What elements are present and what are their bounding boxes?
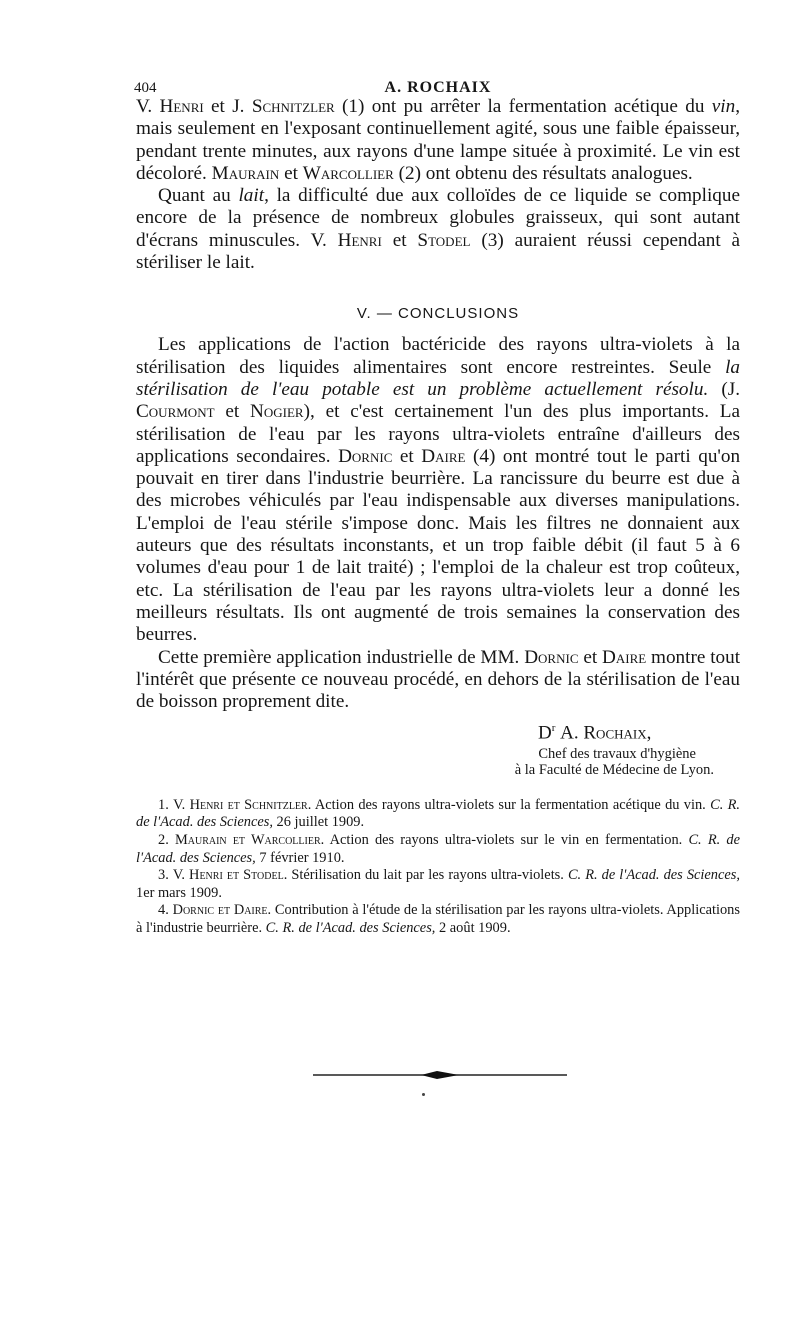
body-text: ont obtenu des résultats analogues. (425, 162, 693, 184)
footnote-date: 1er mars 1909. (136, 884, 222, 901)
body-text: ont montré tout le parti qu'on pouvait en tirer dans l'industrie beurrière. La rancissure du beurre est due à des microbes véhiculés par l'eau indispensable aux diverses manipulations. L'emploi de l'eau stérile s'impose donc. Mais les filtres ne donnaient aux auteurs que des résultats inconstants, et un trop faible débit (il faut 5 à 6 volumes d'eau pour 1 de lait traité) ; l'emploi de la chaleur est trop coûteux, etc. La stérilisation de l'eau par les rayons ultra-violets leur a donné les meilleurs résultats. Ils ont augmenté de trois semaines la conservation des beurres. (136, 445, 741, 646)
author-name: Daire (421, 445, 466, 467)
body-text: , la difficulté due aux colloïdes de ce liquide se complique encore de la présence de nombreux globules graisseux, qui sont autant d'écrans minuscules. V. (136, 185, 741, 251)
conjunction: et (399, 445, 414, 467)
signature-title: D (538, 722, 552, 744)
footnote-number: 4. (158, 902, 169, 919)
emphasis: vin (711, 96, 736, 117)
author-name: Stodel (417, 229, 471, 251)
affiliation-line-2: à la Faculté de Médecine de Lyon. (514, 761, 714, 778)
body-text: Quant au (158, 185, 231, 207)
footnote-number: 2. (158, 831, 169, 848)
footnote-journal: C. R. de l'Acad. des Sciences, (567, 867, 740, 884)
conclusions-paragraph-1 (136, 334, 740, 646)
footnote (136, 797, 740, 832)
emphasis: la stérilisation de l'eau potable est un problème actuellement résolu. (136, 356, 741, 400)
footnote-authors: V. Henri et Stodel. (172, 867, 288, 884)
footnote-date: 7 février 1910. (259, 849, 345, 866)
conjunction: et (392, 229, 407, 251)
footnote-text: Action des rayons ultra-violets sur la fermentation acétique du vin. (314, 796, 706, 813)
running-head-author: A. ROCHAIX (384, 79, 492, 96)
end-ornament-rule (313, 1068, 567, 1082)
footnote-journal: C. R. de l'Acad. des Sciences, (265, 919, 436, 936)
footnote-journal: C. R. de l'Acad. des Sciences, (136, 831, 740, 866)
footnote-text: Contribution à l'étude de la stérilisation par les rayons ultra-violets. Applications à l'industrie beurrière. (136, 902, 740, 936)
author-name: Henri (337, 229, 382, 251)
conclusions-paragraph-2 (136, 647, 740, 714)
footnote-authors: Maurain et Warcollier. (174, 831, 325, 848)
footnote-ref: (3) (481, 229, 504, 251)
footnote (136, 867, 740, 902)
footnote-ref: (4) (473, 445, 496, 467)
body-text: Cette première application industrielle de MM. (158, 646, 520, 668)
footnote-text: Action des rayons ultra-violets sur le vin en fermentation. (329, 831, 683, 848)
ornament-diamond (421, 1071, 459, 1079)
footnote-date: 2 août 1909. (439, 919, 511, 936)
footnote-ref: (2) (398, 162, 421, 184)
emphasis: lait (238, 185, 265, 207)
footnote (136, 832, 740, 867)
section-title: V. — CONCLUSIONS (356, 305, 520, 323)
signature (136, 716, 740, 745)
author-name: Maurain (211, 162, 280, 184)
body-text: ), et c'est certainement l'un des plus importants. La stérilisation de l'eau par les rayons ultra-violets entraîne d'ailleurs des applications secondaires. (136, 401, 741, 467)
footnote-journal: C. R. de l'Acad. des Sciences, (136, 796, 741, 831)
footnote-date: 26 juillet 1909. (276, 814, 365, 831)
footnote-number: 1. (158, 796, 169, 813)
intro-paragraph-1 (136, 96, 740, 185)
body-text: Les applications de l'action bactéricide des rayons ultra-violets à la stérilisation des liquides alimentaires sont encore restreintes. Seule (136, 334, 740, 378)
body-text: , mais seulement en l'exposant continuellement agité, sous une faible épaisseur, pendant trente minutes, aux rayons d'une lampe située à proximité. Le vin est décoloré. (136, 96, 741, 184)
author-name: Warcollier (302, 162, 394, 184)
author-name: V. Henri (136, 96, 204, 117)
footnote-number: 3. (158, 867, 169, 884)
author-name: Dornic (338, 445, 393, 467)
conjunction: et (284, 162, 298, 184)
footnote-ref: (1) (342, 96, 365, 117)
end-dot (422, 1093, 425, 1096)
footnote (136, 902, 740, 937)
author-name: Courmont (136, 401, 215, 423)
article-page (136, 70, 740, 938)
signature-name: A. Rochaix, (560, 722, 652, 744)
author-name: Nogier (250, 401, 304, 423)
conjunction: et (225, 401, 240, 423)
footnotes (136, 797, 740, 938)
author-name: Schnitzler (251, 96, 335, 117)
body-text: ont pu arrêter la fermentation acétique du (371, 96, 705, 117)
signature-affiliation (136, 746, 740, 778)
body-text: montre tout l'intérêt que présente ce nouveau procédé, en dehors de la stérilisation de l'eau de boisson proprement dite. (136, 646, 741, 713)
author-name: Dornic (524, 646, 579, 668)
body-text: auraient réussi cependant à stériliser le lait. (136, 229, 741, 274)
conjunction: et J. (211, 96, 245, 117)
body-text: (J. (721, 378, 740, 400)
footnote-text: Stérilisation du lait par les rayons ultra-violets. (291, 867, 564, 884)
footnote-authors: V. Henri et Schnitzler. (173, 796, 312, 813)
author-name: Daire (602, 646, 647, 668)
signature-title-sup: r (551, 722, 556, 735)
affiliation-line-1: Chef des travaux d'hygiène (538, 745, 696, 762)
conjunction: et (583, 646, 598, 668)
footnote-authors: Dornic et Daire. (172, 902, 272, 919)
running-head (136, 70, 740, 96)
intro-paragraph-2 (136, 185, 740, 274)
page-number: 404 (134, 80, 157, 96)
